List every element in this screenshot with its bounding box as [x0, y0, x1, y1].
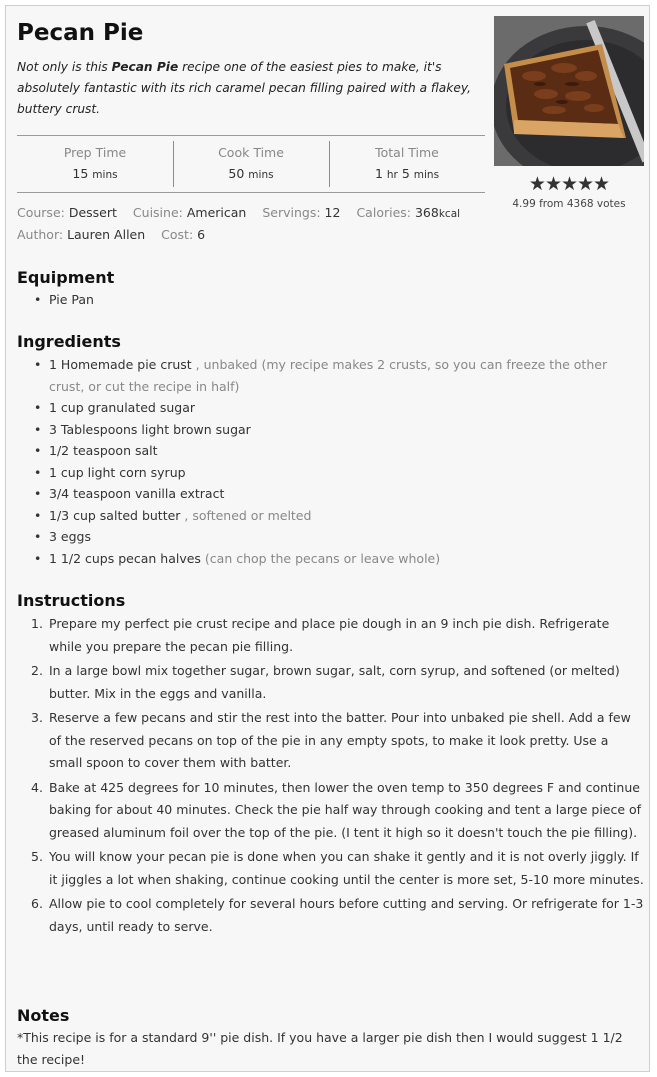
ingredient-item: • 1/2 teaspoon salt [17, 440, 645, 462]
author-value: Lauren Allen [67, 227, 146, 242]
instruction-step: 2. In a large bowl mix together sugar, brown sugar, salt, corn syrup, and softened (or melted) butter. Mix in the eggs and vanilla. [31, 663, 620, 701]
equipment-heading: Equipment [17, 268, 115, 287]
prep-time [17, 136, 173, 192]
total-time [329, 136, 485, 192]
summary-bold: Pecan Pie [111, 60, 179, 74]
cook-time [173, 136, 329, 192]
prep-time-label: Prep Time [63, 145, 127, 160]
recipe-times [17, 135, 485, 193]
ingredient-item: • 1 cup light corn syrup [17, 462, 645, 484]
recipe-title: Pecan Pie [17, 20, 144, 46]
ingredient-item: • 1 Homemade pie crust , unbaked (my recipe makes 2 crusts, so you can freeze the other crust, or cut the recipe in half) [17, 354, 645, 397]
total-time-value: 1 hr 5 mins [374, 166, 440, 181]
pecan-pie-slice-photo [494, 16, 644, 166]
ingredient-item: • 3 eggs [17, 526, 645, 548]
instructions-heading: Instructions [17, 591, 126, 610]
notes-heading: Notes [17, 1006, 70, 1025]
cook-time-label: Cook Time [218, 145, 284, 160]
notes-text: *This recipe is for a standard 9'' pie dish. If you have a larger pie dish then I would suggest 1 1/2 the recipe! [17, 1030, 623, 1067]
star-rating[interactable] [494, 173, 644, 195]
instruction-step: 1. Prepare my perfect pie crust recipe and place pie dough in an 9 inch pie dish. Refrigerate while you prepare the pecan pie filling. [31, 616, 610, 654]
prep-time-value: 15 mins [72, 166, 118, 181]
cook-time-value: 50 mins [228, 166, 274, 181]
ingredient-item: • 1 cup granulated sugar [17, 397, 645, 419]
calories-value: 368 [414, 205, 439, 220]
instruction-step: 3. Reserve a few pecans and stir the rest into the batter. Pour into unbaked pie shell. Add a few of the reserved pecans on top of the pie in any empty spots, to make it look pretty. Use a small spoon to cover them with batter. [31, 710, 631, 770]
recipe-meta-row-2: Author: Lauren Allen Cost: 6 [17, 227, 206, 242]
ingredient-item: • 1/3 cup salted butter , softened or melted [17, 505, 645, 527]
equipment-item[interactable]: • Pie Pan [17, 289, 645, 311]
rating-votes: 4.99 from 4368 votes [512, 198, 626, 210]
recipe-card [5, 5, 650, 1072]
servings-value[interactable]: 12 [324, 205, 341, 220]
instruction-step: 5. You will know your pecan pie is done when you can shake it gently and it is not overly jiggly. If it jiggles a lot when shaking, continue cooking until the center is more set, 5-10 more minutes. [31, 849, 644, 887]
ingredients-list [17, 354, 645, 569]
recipe-meta-row-1: Course: Dessert Cuisine: American Servings: 12 Calories: 368kcal [17, 205, 461, 220]
instructions-list [17, 613, 645, 940]
ingredient-item: • 3/4 teaspoon vanilla extract [17, 483, 645, 505]
ingredient-item: • 3 Tablespoons light brown sugar [17, 419, 645, 441]
cost-value: 6 [197, 227, 206, 242]
recipe-summary: Not only is this Pecan Pie recipe one of the easiest pies to make, it's absolutely fantastic with its rich caramel pecan filling paired with a flakey, buttery crust. [17, 60, 471, 116]
equipment-list [17, 289, 645, 311]
cuisine-value: American [186, 205, 247, 220]
ingredient-item: • 1 1/2 cups pecan halves (can chop the pecans or leave whole) [17, 548, 645, 570]
star-icon[interactable]: ★★★★★ [528, 173, 610, 195]
total-time-label: Total Time [375, 145, 439, 160]
instruction-step: 6. Allow pie to cool completely for several hours before cutting and serving. Or refrigerate for 1-3 days, until ready to serve. [31, 896, 644, 934]
ingredients-heading: Ingredients [17, 332, 121, 351]
course-value: Dessert [68, 205, 117, 220]
instruction-step: 4. Bake at 425 degrees for 10 minutes, then lower the oven temp to 350 degrees F and continue baking for about 40 minutes. Check the pie half way through cooking and tent a large piece of greased aluminum foil over the top of the pie. (I tent it high so it doesn't touch the pie filling). [31, 779, 642, 840]
